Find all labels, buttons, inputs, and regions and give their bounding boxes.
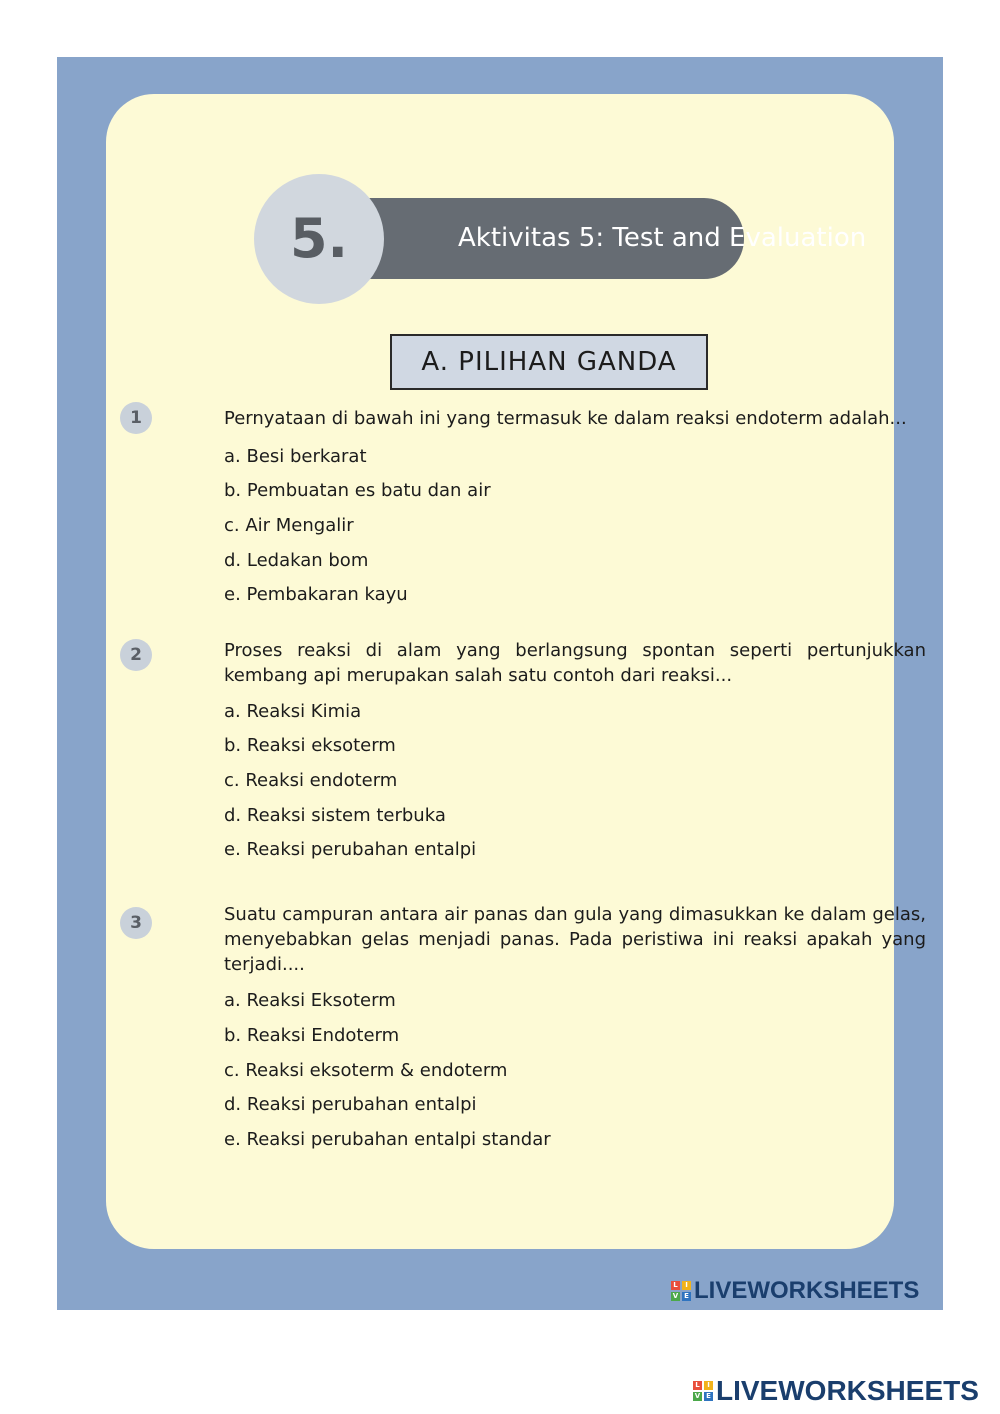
question-text: Pernyataan di bawah ini yang termasuk ke dalam reaksi endoterm adalah... bbox=[224, 408, 907, 429]
answer-option[interactable]: c. Air Mengalir bbox=[224, 515, 354, 536]
footer-brand-name: LIVEWORKSHEETS bbox=[716, 1375, 979, 1406]
logo-letter-v: V bbox=[694, 1392, 701, 1400]
activity-number-badge bbox=[254, 174, 384, 304]
answer-option[interactable]: a. Reaksi Eksoterm bbox=[224, 990, 396, 1011]
question-number-badge: 1 bbox=[120, 402, 152, 434]
answer-option[interactable]: b. Reaksi eksoterm bbox=[224, 735, 396, 756]
answer-option[interactable]: b. Pembuatan es batu dan air bbox=[224, 480, 491, 501]
logo-letter-e: E bbox=[704, 1392, 713, 1401]
answer-option[interactable]: e. Reaksi perubahan entalpi bbox=[224, 839, 477, 860]
answer-option[interactable]: d. Reaksi sistem terbuka bbox=[224, 805, 446, 826]
question-number-badge: 3 bbox=[120, 907, 152, 939]
logo-letter-v: V bbox=[672, 1292, 679, 1300]
answer-option[interactable]: c. Reaksi eksoterm & endoterm bbox=[224, 1060, 508, 1081]
brand-name: LIVEWORKSHEETS bbox=[694, 1277, 920, 1304]
question-number-badge: 2 bbox=[120, 639, 152, 671]
activity-title: Aktivitas 5: Test and Evaluation bbox=[458, 223, 867, 253]
activity-number: 5. bbox=[289, 207, 349, 270]
liveworksheets-logo-icon bbox=[693, 1381, 713, 1401]
answer-option[interactable]: a. Besi berkarat bbox=[224, 446, 367, 467]
footer-liveworksheets-logo bbox=[693, 1375, 979, 1407]
liveworksheets-logo bbox=[671, 1277, 919, 1305]
content-panel bbox=[106, 94, 926, 1249]
question-text: Suatu campuran antara air panas dan gula yang dimasukkan ke dalam gelas, menyebabkan gelas menjadi panas. Pada peristiwa ini reaksi apakah yang terjadi.... bbox=[224, 904, 926, 975]
logo-letter-l: L bbox=[693, 1381, 702, 1390]
answer-option[interactable]: e. Pembakaran kayu bbox=[224, 584, 408, 605]
answer-option[interactable]: d. Ledakan bom bbox=[224, 550, 369, 571]
worksheet-page bbox=[57, 57, 943, 1310]
answer-option[interactable]: d. Reaksi perubahan entalpi bbox=[224, 1094, 477, 1115]
logo-letter-i: I bbox=[704, 1381, 713, 1390]
answer-option[interactable]: c. Reaksi endoterm bbox=[224, 770, 398, 791]
logo-letter-l: L bbox=[671, 1281, 680, 1290]
section-title: A. PILIHAN GANDA bbox=[390, 334, 708, 390]
answer-option[interactable]: a. Reaksi Kimia bbox=[224, 701, 362, 722]
liveworksheets-logo-icon bbox=[671, 1281, 691, 1301]
question-text: Proses reaksi di alam yang berlangsung spontan seperti pertunjukkan kembang api merupakan salah satu contoh dari reaksi... bbox=[224, 640, 926, 686]
answer-option[interactable]: e. Reaksi perubahan entalpi standar bbox=[224, 1129, 551, 1150]
answer-option[interactable]: b. Reaksi Endoterm bbox=[224, 1025, 400, 1046]
logo-letter-i: I bbox=[682, 1281, 691, 1290]
logo-letter-e: E bbox=[682, 1292, 691, 1301]
